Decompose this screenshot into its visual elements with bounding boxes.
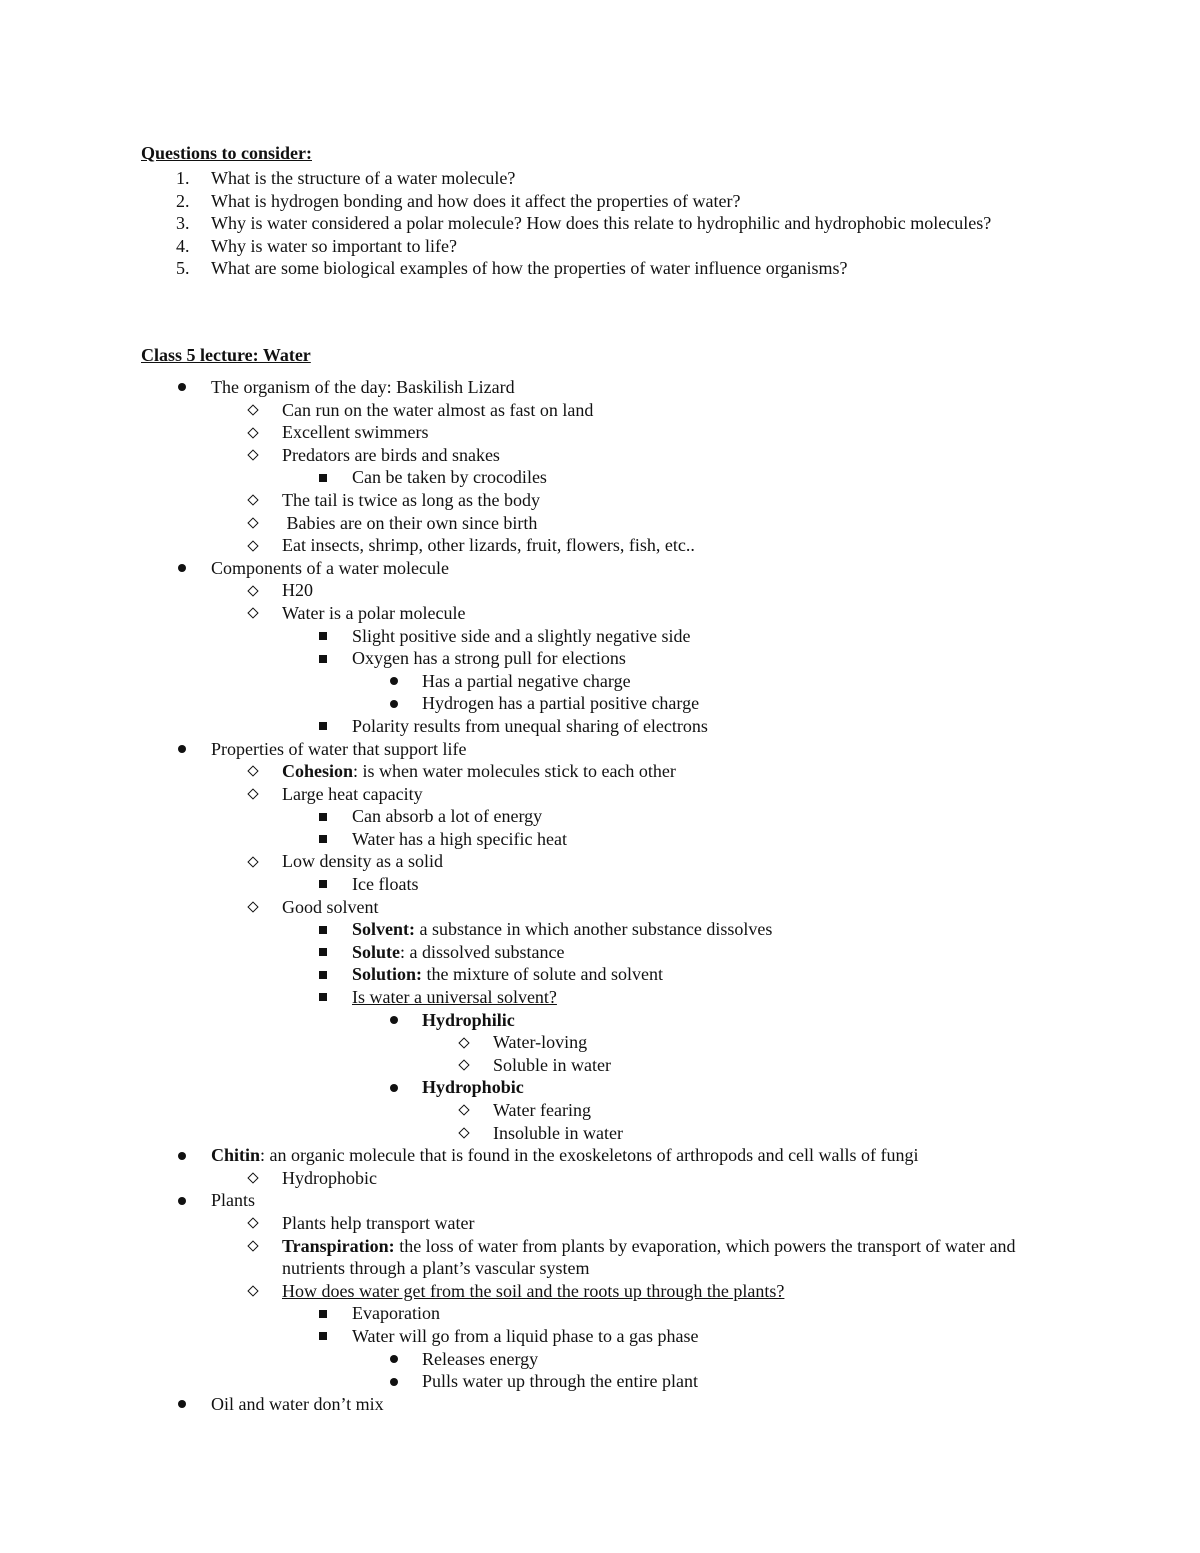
filled-bullet-icon xyxy=(175,1393,189,1416)
list-item: Water-loving xyxy=(0,1031,1200,1054)
list-item: H20 xyxy=(0,579,1200,602)
square-bullet-icon xyxy=(316,805,330,828)
hollow-diamond-bullet-icon xyxy=(246,399,260,422)
list-item xyxy=(0,167,1200,190)
item-number: 3. xyxy=(176,213,190,234)
solution-definition: the mixture of solute and solvent xyxy=(422,964,663,985)
list-item xyxy=(0,257,1200,280)
universal-solvent-question: Is water a universal solvent? xyxy=(352,987,557,1008)
list-item: Oxygen has a strong pull for elections xyxy=(0,647,1200,670)
list-item: The tail is twice as long as the body xyxy=(0,489,1200,512)
list-item: Plants xyxy=(0,1189,1200,1212)
list-item: Excellent swimmers xyxy=(0,421,1200,444)
question-text: Why is water considered a polar molecule? How does this relate to hydrophilic and hydrophobic molecules? xyxy=(211,213,992,234)
list-item xyxy=(0,963,1200,986)
list-item xyxy=(0,1009,1200,1032)
hollow-diamond-bullet-icon xyxy=(246,1280,260,1303)
list-item xyxy=(0,1076,1200,1099)
hollow-diamond-bullet-icon xyxy=(246,783,260,806)
list-item: Water is a polar molecule xyxy=(0,602,1200,625)
square-bullet-icon xyxy=(316,466,330,489)
list-item: Good solvent xyxy=(0,896,1200,919)
hollow-diamond-bullet-icon xyxy=(246,1235,260,1258)
list-item xyxy=(0,190,1200,213)
list-item xyxy=(0,986,1200,1009)
list-item: Pulls water up through the entire plant xyxy=(0,1370,1200,1393)
list-item xyxy=(0,212,1200,235)
hydrophilic-term: Hydrophilic xyxy=(422,1009,515,1030)
hollow-diamond-bullet-icon xyxy=(246,512,260,535)
list-item: Large heat capacity xyxy=(0,783,1200,806)
list-item xyxy=(0,760,1200,783)
list-item: Ice floats xyxy=(0,873,1200,896)
item-number: 4. xyxy=(176,235,190,256)
filled-bullet-icon xyxy=(387,692,401,715)
hollow-diamond-bullet-icon xyxy=(246,579,260,602)
hollow-diamond-bullet-icon xyxy=(246,1167,260,1190)
list-item: Eat insects, shrimp, other lizards, fruit, flowers, fish, etc.. xyxy=(0,534,1200,557)
list-item: Insoluble in water xyxy=(0,1122,1200,1145)
lecture-outline xyxy=(0,376,1200,1415)
list-item: Polarity results from unequal sharing of electrons xyxy=(0,715,1200,738)
filled-bullet-icon xyxy=(387,1009,401,1032)
list-item: Properties of water that support life xyxy=(0,738,1200,761)
list-item xyxy=(0,1235,1200,1280)
filled-bullet-icon xyxy=(175,1189,189,1212)
list-item: Water fearing xyxy=(0,1099,1200,1122)
chitin-term: Chitin xyxy=(211,1145,261,1166)
cohesion-definition: : is when water molecules stick to each other xyxy=(353,761,676,782)
list-item xyxy=(0,941,1200,964)
transpiration-definition: the loss of water from plants by evaporation, which powers the transport of water and nutrients through a plant’s vascular system xyxy=(282,1235,1016,1279)
hollow-diamond-bullet-icon xyxy=(246,421,260,444)
solution-term: Solution: xyxy=(352,964,423,985)
hollow-diamond-bullet-icon xyxy=(246,534,260,557)
question-text: What are some biological examples of how the properties of water influence organisms? xyxy=(211,258,848,279)
hollow-diamond-bullet-icon xyxy=(457,1122,471,1145)
hollow-diamond-bullet-icon xyxy=(457,1031,471,1054)
solvent-term: Solvent: xyxy=(352,919,415,940)
questions-list xyxy=(0,167,1200,280)
hollow-diamond-bullet-icon xyxy=(246,602,260,625)
question-text: What is the structure of a water molecule? xyxy=(211,168,516,188)
list-item: Water has a high specific heat xyxy=(0,828,1200,851)
list-item: Low density as a solid xyxy=(0,850,1200,873)
hollow-diamond-bullet-icon xyxy=(246,760,260,783)
solute-term: Solute xyxy=(352,941,401,962)
transpiration-term: Transpiration: xyxy=(282,1235,395,1256)
square-bullet-icon xyxy=(316,941,330,964)
list-item: Predators are birds and snakes xyxy=(0,444,1200,467)
filled-bullet-icon xyxy=(175,557,189,580)
questions-heading: Questions to consider: xyxy=(141,143,312,163)
filled-bullet-icon xyxy=(387,1370,401,1393)
list-item xyxy=(0,918,1200,941)
list-item xyxy=(0,1280,1200,1303)
square-bullet-icon xyxy=(316,1302,330,1325)
list-item: Babies are on their own since birth xyxy=(0,512,1200,535)
square-bullet-icon xyxy=(316,963,330,986)
hollow-diamond-bullet-icon xyxy=(246,444,260,467)
solute-definition: : a dissolved substance xyxy=(400,941,565,962)
square-bullet-icon xyxy=(316,873,330,896)
filled-bullet-icon xyxy=(387,1076,401,1099)
filled-bullet-icon xyxy=(175,1144,189,1167)
item-number: 1. xyxy=(176,168,190,188)
plants-question: How does water get from the soil and the roots up through the plants? xyxy=(282,1280,785,1301)
hollow-diamond-bullet-icon xyxy=(457,1054,471,1077)
chitin-definition: : an organic molecule that is found in the exoskeletons of arthropods and cell walls of fungi xyxy=(260,1145,919,1166)
solvent-definition: a substance in which another substance dissolves xyxy=(415,919,773,940)
square-bullet-icon xyxy=(316,647,330,670)
list-item: Releases energy xyxy=(0,1348,1200,1371)
question-text: What is hydrogen bonding and how does it affect the properties of water? xyxy=(211,190,741,211)
square-bullet-icon xyxy=(316,918,330,941)
list-item: Soluble in water xyxy=(0,1054,1200,1077)
list-item: Plants help transport water xyxy=(0,1212,1200,1235)
list-item: Has a partial negative charge xyxy=(0,670,1200,693)
filled-bullet-icon xyxy=(387,1348,401,1371)
list-item: Evaporation xyxy=(0,1302,1200,1325)
list-item xyxy=(0,235,1200,258)
square-bullet-icon xyxy=(316,625,330,648)
list-item xyxy=(0,1144,1200,1167)
square-bullet-icon xyxy=(316,1325,330,1348)
square-bullet-icon xyxy=(316,986,330,1009)
list-item: Hydrophobic xyxy=(0,1167,1200,1190)
list-item: Slight positive side and a slightly negative side xyxy=(0,625,1200,648)
cohesion-term: Cohesion xyxy=(282,761,354,782)
square-bullet-icon xyxy=(316,715,330,738)
list-item: Components of a water molecule xyxy=(0,557,1200,580)
filled-bullet-icon xyxy=(175,376,189,399)
hollow-diamond-bullet-icon xyxy=(246,489,260,512)
hollow-diamond-bullet-icon xyxy=(246,896,260,919)
list-item: Can absorb a lot of energy xyxy=(0,805,1200,828)
item-number: 5. xyxy=(176,258,190,279)
list-item: Hydrogen has a partial positive charge xyxy=(0,692,1200,715)
list-item: Can run on the water almost as fast on land xyxy=(0,399,1200,422)
hollow-diamond-bullet-icon xyxy=(246,850,260,873)
filled-bullet-icon xyxy=(175,738,189,761)
square-bullet-icon xyxy=(316,828,330,851)
list-item: The organism of the day: Baskilish Lizard xyxy=(0,376,1200,399)
hollow-diamond-bullet-icon xyxy=(457,1099,471,1122)
list-item: Oil and water don’t mix xyxy=(0,1393,1200,1416)
list-item: Water will go from a liquid phase to a gas phase xyxy=(0,1325,1200,1348)
item-number: 2. xyxy=(176,190,190,211)
filled-bullet-icon xyxy=(387,670,401,693)
hollow-diamond-bullet-icon xyxy=(246,1212,260,1235)
hydrophobic-term: Hydrophobic xyxy=(422,1077,524,1098)
lecture-heading: Class 5 lecture: Water xyxy=(141,345,311,365)
list-item: Can be taken by crocodiles xyxy=(0,466,1200,489)
question-text: Why is water so important to life? xyxy=(211,235,457,256)
